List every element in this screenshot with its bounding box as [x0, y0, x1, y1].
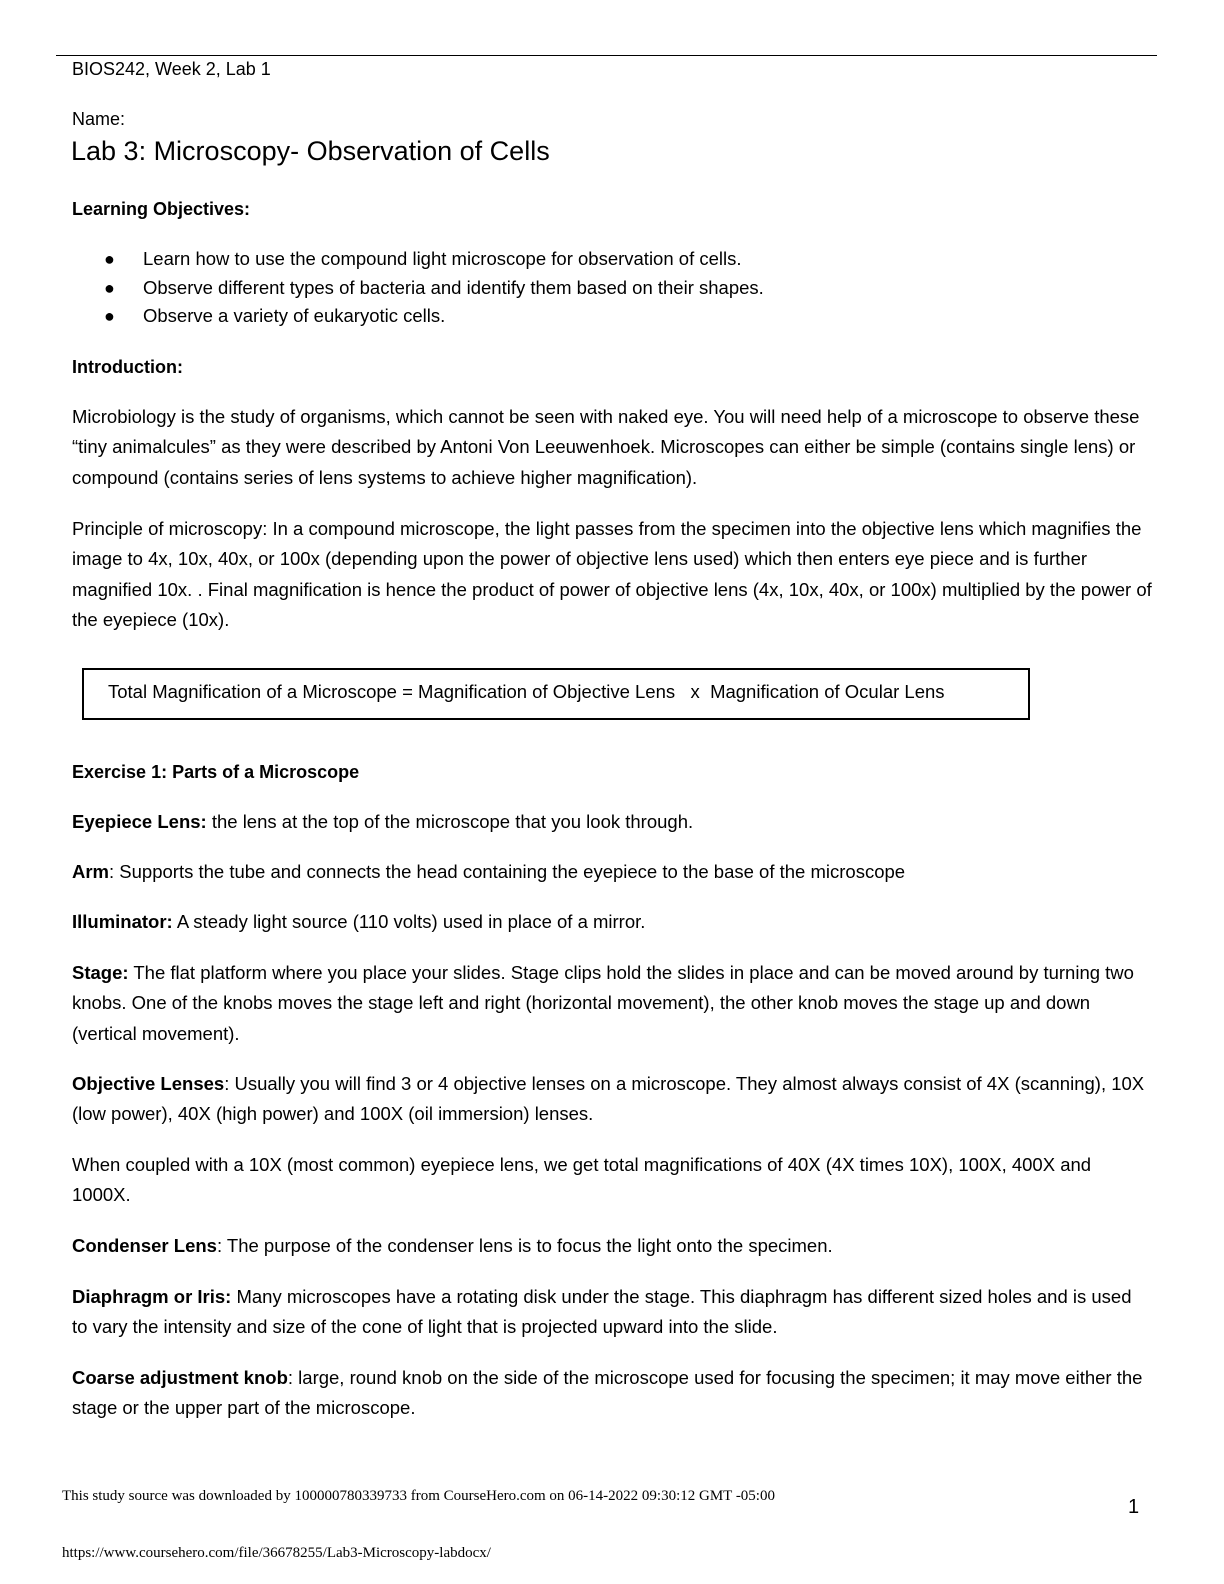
intro-paragraph-1: Microbiology is the study of organisms, which cannot be seen with naked eye. You will need help of a microscope to observe these “tiny animalcules” as they were described by Antoni Von Leeuwenhoek. Microscopes can either be simple (contains single lens) or compound (contains series of lens systems to achieve higher magnification). [72, 406, 1140, 488]
course-header: BIOS242, Week 2, Lab 1 [72, 59, 271, 79]
bullet-icon: ● [104, 277, 115, 298]
term-label: Stage: [72, 962, 129, 983]
objective-lenses-definition: Objective Lenses: Usually you will find 3 or 4 objective lenses on a microscope. They almost always consist of 4X (scanning), 10X (low power), 40X (high power) and 100X (oil immersion) lenses. [72, 1073, 1145, 1125]
list-item: ● Learn how to use the compound light microscope for observation of cells. [72, 245, 764, 274]
list-item: ● Observe different types of bacteria and identify them based on their shapes. [72, 274, 764, 303]
exercise-1-heading: Exercise 1: Parts of a Microscope [72, 762, 360, 782]
learning-objectives-heading: Learning Objectives: [72, 199, 251, 219]
magnification-note: When coupled with a 10X (most common) eyepiece lens, we get total magnifications of 40X (4X times 10X), 100X, 400X and 1000X. [72, 1154, 1092, 1206]
download-notice: This study source was downloaded by 100000780339733 from CourseHero.com on 06-14-2022 09:30:12 GMT -05:00 [62, 1488, 775, 1504]
list-item: ● Observe a variety of eukaryotic cells. [72, 302, 764, 331]
term-label: Coarse adjustment knob [72, 1367, 288, 1388]
coarse-knob-definition: Coarse adjustment knob: large, round knob on the side of the microscope used for focusing the specimen; it may move either the stage or the upper part of the microscope. [72, 1367, 1143, 1419]
page-number: 1 [1128, 1496, 1140, 1518]
bullet-icon: ● [104, 306, 115, 326]
document-title: Lab 3: Microscopy- Observation of Cells [71, 136, 550, 166]
condenser-definition: Condenser Lens: The purpose of the condenser lens is to focus the light onto the specimen. [72, 1235, 833, 1256]
term-label: Condenser Lens [72, 1235, 217, 1256]
introduction-heading: Introduction: [72, 357, 183, 377]
formula-box [82, 668, 1030, 720]
term-label: Eyepiece Lens: [72, 811, 207, 832]
bullet-icon: ● [104, 249, 115, 269]
name-label: Name: [72, 109, 126, 129]
term-label: Diaphragm or Iris: [72, 1286, 232, 1307]
illuminator-definition: Illuminator: A steady light source (110 volts) used in place of a mirror. [72, 911, 646, 932]
diaphragm-definition: Diaphragm or Iris: Many microscopes have a rotating disk under the stage. This diaphragm has different sized holes and is used to vary the intensity and size of the cone of light that is projected upward into the slide. [72, 1286, 1132, 1338]
header-rule [56, 55, 1157, 56]
eyepiece-definition: Eyepiece Lens: the lens at the top of the microscope that you look through. [72, 811, 694, 832]
term-label: Illuminator: [72, 911, 173, 932]
stage-definition: Stage: The flat platform where you place your slides. Stage clips hold the slides in place and can be moved around by turning two knobs. One of the knobs moves the stage left and right (horizontal movement), the other knob moves the stage up and down (vertical movement). [72, 962, 1134, 1044]
objectives-list [72, 245, 764, 331]
formula-text: Total Magnification of a Microscope = Magnification of Objective Lens x Magnification of Ocular Lens [108, 681, 945, 702]
term-label: Arm [72, 861, 110, 882]
intro-paragraph-2: Principle of microscopy: In a compound microscope, the light passes from the specimen into the objective lens which magnifies the image to 4x, 10x, 40x, or 100x (depending upon the power of objective lens used) which then enters eye piece and is further magnified 10x. . Final magnification is hence the product of power of objective lens (4x, 10x, 40x, or 100x) multiplied by the power of the eyepiece (10x). [72, 518, 1152, 631]
source-url[interactable]: https://www.coursehero.com/file/36678255/Lab3-Microscopy-labdocx/ [62, 1545, 491, 1561]
term-label: Objective Lenses [72, 1073, 225, 1094]
arm-definition: Arm: Supports the tube and connects the head containing the eyepiece to the base of the microscope [72, 861, 906, 882]
